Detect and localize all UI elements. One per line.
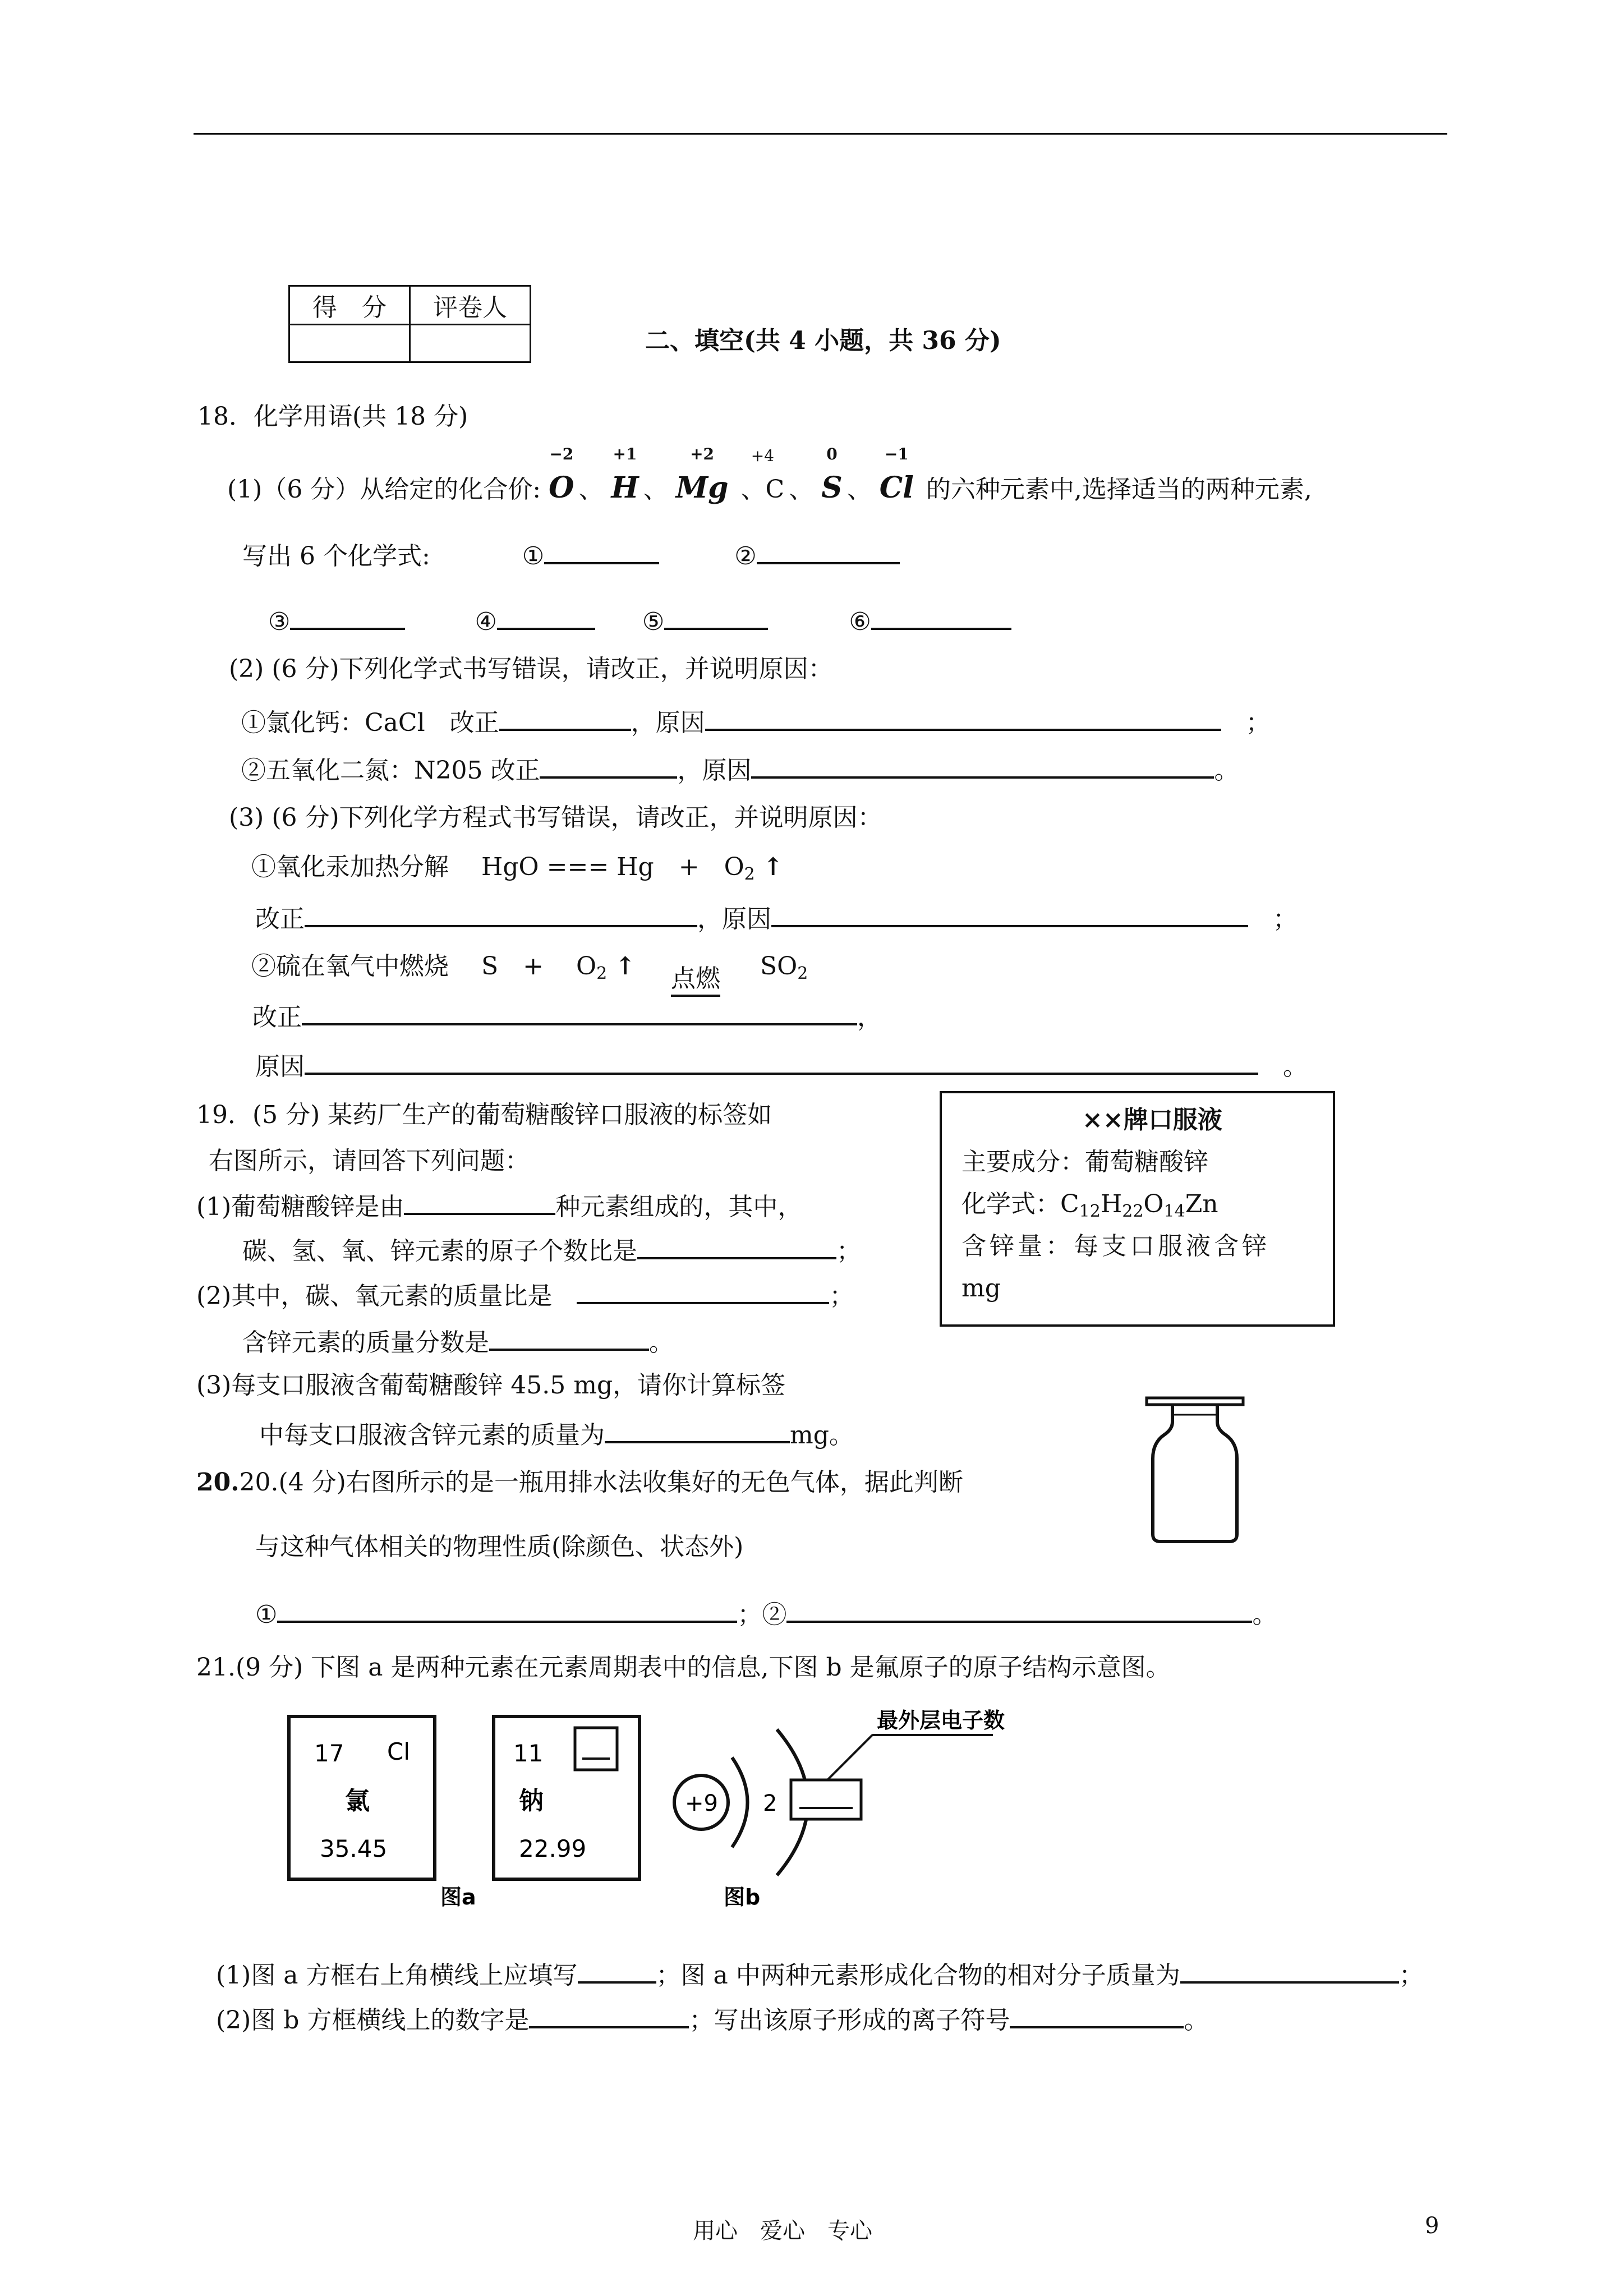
product-label (940, 1091, 1335, 1327)
p3a-correct-blank[interactable] (305, 900, 697, 927)
q19-zinc-mass-blank[interactable] (605, 1416, 790, 1443)
grader-header: 评卷人 (410, 286, 531, 325)
valence-cl: −1 Cl (879, 445, 914, 505)
cl-symbol: Cl (387, 1738, 410, 1765)
q18-p1-line2: 写出 6 个化学式: ① ② (242, 537, 900, 572)
gas-bottle-figure (1133, 1391, 1257, 1559)
fig-a-caption: 图a (440, 1885, 476, 1910)
cl-name: 氯 (345, 1787, 370, 1815)
q19-element-count-blank[interactable] (404, 1188, 555, 1215)
p2b-correct-blank[interactable] (540, 752, 677, 779)
q19-line8: 中每支口服液含锌元素的质量为 mg。 (259, 1416, 854, 1451)
q19-line3: (1)葡萄糖酸锌是由 种元素组成的，其中， (196, 1188, 802, 1223)
q18-p2-a: ①氯化钙：CaCl 改正 ，原因 ； (241, 704, 1271, 739)
q21-ion-symbol-blank[interactable] (1010, 2001, 1184, 2028)
q18-p2-intro: (2) (6 分)下列化学式书写错误，请改正，并说明原因： (229, 655, 833, 683)
q18-p1: (1)（6 分）从给定的化合价: −2 O 、 +1 H 、 +2 Mg +4 、C 、 0 S 、 −1 Cl 的六种元素中,选择适当的两种元素, (227, 445, 1312, 505)
answer-blank-5[interactable] (664, 603, 768, 630)
figure-a-b (283, 1697, 1007, 1918)
footer-motto: 用心 爱心 专心 (693, 2218, 872, 2244)
q20-answers: ① ；② 。 (255, 1596, 1277, 1631)
p3b-reason-blank[interactable] (305, 1048, 1258, 1075)
q21-q1: (1)图 a 方框右上角横线上应填写 ；图 a 中两种元素形成化合物的相对分子质量为 ； (216, 1957, 1424, 1991)
label-title: ××牌口服液 (1082, 1106, 1222, 1134)
q20-line1: 20.20.(4 分)右图所示的是一瓶用排水法收集好的无色气体，据此判断 (196, 1468, 963, 1497)
label-formula: 化学式：$C_{12}H_{22}O_{14}Zn$ (961, 1190, 1218, 1221)
q18-p1-tail: 的六种元素中,选择适当的两种元素, (926, 475, 1312, 504)
q18-p3-intro: (3) (6 分)下列化学方程式书写错误，请改正，并说明原因： (229, 803, 882, 832)
q19-atom-ratio-blank[interactable] (637, 1232, 836, 1259)
q18-p3-b-correct: 改正 ， (252, 999, 882, 1033)
answer-blank-6[interactable] (871, 603, 1011, 630)
q21-symbol-blank[interactable] (578, 1957, 656, 1984)
shell-1-electrons: 2 (763, 1791, 778, 1816)
na-name: 钠 (519, 1787, 544, 1815)
cl-mass: 35.45 (320, 1835, 388, 1862)
q18-p3-b: ②硫在氧气中燃烧 S + $O_2$ ↑ 点燃 $SO_2$ (251, 951, 808, 990)
pointer-line (827, 1735, 872, 1780)
glass-plate (1147, 1398, 1243, 1405)
q19-line5: (2)其中，碳、氧元素的质量比是 ； (196, 1277, 854, 1312)
electron-shell-1 (732, 1757, 748, 1847)
q18-title: 18．化学用语(共 18 分) (197, 402, 468, 431)
q19-line4: 碳、氢、氧、锌元素的原子个数比是 ； (242, 1232, 861, 1267)
section-title: 二、填空(共 4 小题，共 36 分) (645, 326, 1001, 355)
valence-mg: +2 Mg (675, 445, 729, 505)
q18-p2-b: ②五氧化二氮：N205 改正 ，原因 。 (241, 752, 1239, 786)
grader-cell[interactable] (410, 325, 531, 362)
answer-blank-3[interactable] (290, 603, 405, 630)
q20-blank-2[interactable] (786, 1596, 1252, 1623)
q20-line2: 与这种气体相关的物理性质(除颜色、状态外) (255, 1533, 744, 1561)
q21-outer-electron-blank[interactable] (529, 2001, 689, 2028)
score-table (288, 285, 531, 363)
q18-p3-b-reason: 原因 。 (255, 1048, 1308, 1083)
q21-molar-mass-blank[interactable] (1180, 1957, 1399, 1984)
p2b-reason-blank[interactable] (751, 752, 1214, 779)
label-ingredient: 主要成分：葡萄糖酸锌 (961, 1148, 1208, 1176)
p2a-correct-blank[interactable] (499, 704, 631, 731)
valence-c: +4 、C (740, 447, 785, 504)
q19-line6: 含锌元素的质量分数是 。 (242, 1324, 674, 1359)
q18-p1-intro: (1)（6 分）从给定的化合价: (227, 475, 541, 504)
q19-line7: (3)每支口服液含葡萄糖酸锌 45.5 mg，请你计算标签 (196, 1371, 786, 1400)
q19-mass-fraction-blank[interactable] (489, 1324, 649, 1351)
q18-p3-a-answer: 改正 ，原因 ； (255, 900, 1298, 935)
score-cell[interactable] (289, 325, 410, 362)
q21-q2: (2)图 b 方框横线上的数字是 ；写出该原子形成的离子符号 。 (216, 2001, 1208, 2036)
answer-blank-4[interactable] (497, 603, 595, 630)
valence-o: −2 O (549, 445, 574, 505)
fig-b-caption: 图b (724, 1885, 761, 1910)
q19-mass-ratio-blank[interactable] (577, 1277, 829, 1304)
bottle (1153, 1405, 1237, 1542)
p3a-reason-blank[interactable] (771, 900, 1248, 927)
na-mass: 22.99 (519, 1835, 587, 1862)
answer-blank-1[interactable] (544, 537, 659, 564)
q18-p1-line3: ③ ④ ⑤ ⑥ (268, 603, 1011, 638)
na-number: 11 (513, 1740, 544, 1767)
nucleus-charge: +9 (685, 1791, 718, 1816)
p3b-correct-blank[interactable] (302, 999, 857, 1025)
valence-h: +1 H (611, 445, 639, 505)
outer-electron-answer-box[interactable] (791, 1780, 861, 1819)
q18-p3-a: ①氧化汞加热分解 HgO === Hg + $O_2$ ↑ (251, 853, 784, 884)
outer-electron-label: 最外层电子数 (877, 1708, 1005, 1733)
q19-line2: 右图所示，请回答下列问题： (209, 1147, 530, 1175)
q19-line1: 19．(5 分) 某药厂生产的葡萄糖酸锌口服液的标签如 (196, 1101, 772, 1129)
q21-line1: 21.(9 分) 下图 a 是两种元素在元素周期表中的信息,下图 b 是氟原子的原子结构示意图。 (196, 1653, 1171, 1682)
header-rule (194, 133, 1447, 135)
score-header: 得 分 (289, 286, 410, 325)
page-number: 9 (1425, 2213, 1439, 2239)
answer-blank-2[interactable] (757, 537, 900, 564)
label-unit: mg (961, 1274, 1001, 1303)
p2a-reason-blank[interactable] (705, 704, 1221, 731)
q20-blank-1[interactable] (277, 1596, 737, 1623)
cl-number: 17 (314, 1740, 344, 1767)
valence-s: 0 S (821, 445, 843, 505)
label-zinc-content: 含锌量：每支口服液含锌 (961, 1232, 1270, 1260)
